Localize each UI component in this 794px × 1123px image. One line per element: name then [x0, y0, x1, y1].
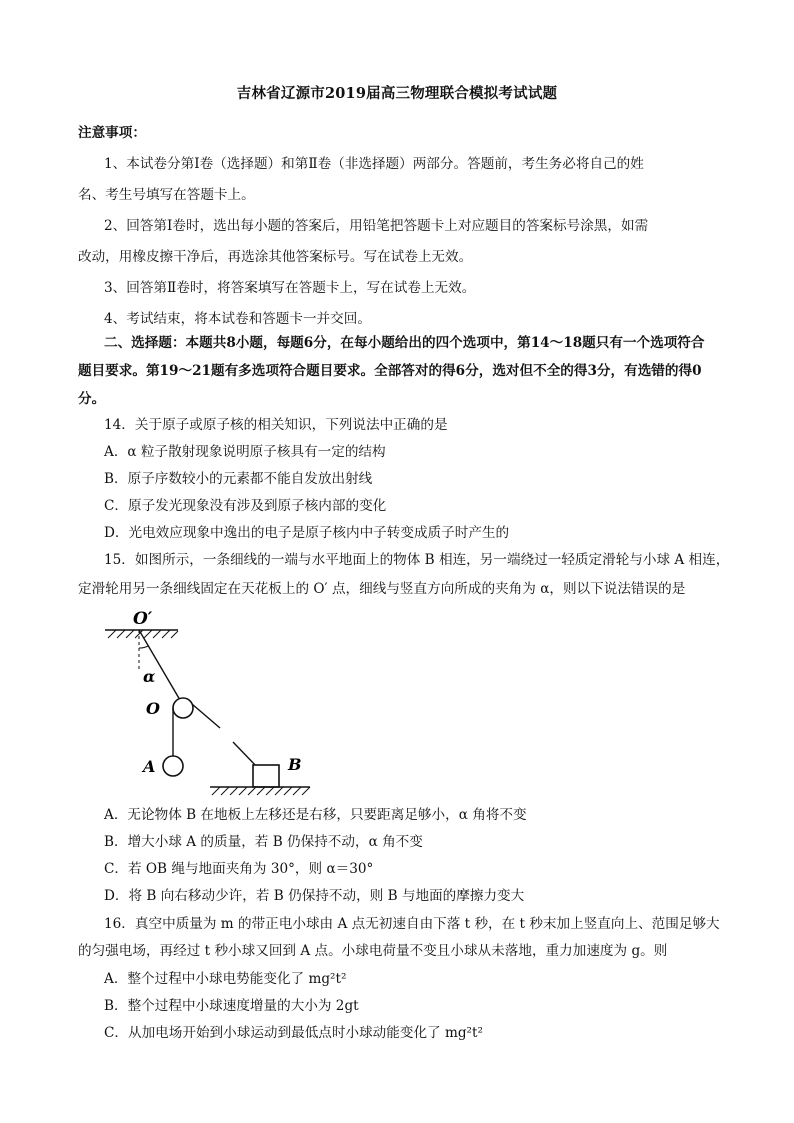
q15-stem: 定滑轮用另一条细线固定在天花板上的 O′ 点，细线与竖直方向所成的夹角为 α，则以下说法错误的是: [78, 581, 686, 597]
q15-option-b: B．增大小球 A 的质量，若 B 仍保持不动，α 角不变: [104, 834, 423, 850]
q16-stem: 的匀强电场，再经过 t 秒小球又回到 A 点。小球电荷量不变且小球从未落地，重力加速度为 g。则: [78, 943, 668, 959]
label-o-prime: O′: [133, 609, 153, 629]
notice-line: 2、回答第Ⅰ卷时，选出每小题的答案后，用铅笔把答题卡上对应题目的答案标号涂黑，如需: [104, 218, 649, 234]
q16-option-a: A．整个过程中小球电势能变化了 mg²t²: [104, 971, 347, 987]
label-b: B: [288, 755, 302, 774]
notice-line: 名、考生号填写在答题卡上。: [78, 187, 255, 203]
section-heading: 二、选择题：本题共8小题，每题6分，在每小题给出的四个选项中，第14～18题只有一个选项符合: [104, 335, 705, 351]
section-heading: 分。: [78, 391, 106, 407]
section-heading: 题目要求。第19～21题有多选项符合题目要求。全部答对的得6分，选对但不全的得3分，有选错的得0: [78, 363, 702, 379]
notice-line: 4、考试结束，将本试卷和答题卡一并交回。: [104, 311, 371, 327]
q14-option-a: A．α 粒子散射现象说明原子核具有一定的结构: [104, 444, 386, 460]
pulley-figure: [100, 608, 320, 804]
q16-stem: 16．真空中质量为 m 的带正电小球由 A 点无初速自由下落 t 秒，在 t 秒末加上竖直向上、范围足够大: [104, 916, 720, 932]
q16-option-b: B．整个过程中小球速度增量的大小为 2gt: [104, 998, 359, 1014]
notice-line: 3、回答第Ⅱ卷时，将答案填写在答题卡上，写在试卷上无效。: [104, 280, 476, 296]
q15-stem: 15．如图所示，一条细线的一端与水平地面上的物体 B 相连，另一端绕过一轻质定滑轮与小球 A 相连，: [104, 552, 730, 568]
label-o: O: [146, 699, 160, 718]
document-title: 吉林省辽源市2019届高三物理联合模拟考试试题: [236, 85, 558, 102]
notice-line: 1、本试卷分第Ⅰ卷（选择题）和第Ⅱ卷（非选择题）两部分。答题前，考生务必将自己的姓: [104, 156, 644, 172]
q15-option-c: C．若 OB 绳与地面夹角为 30°，则 α＝30°: [104, 861, 374, 877]
notice-line: 改动，用橡皮擦干净后，再选涂其他答案标号。写在试卷上无效。: [78, 249, 473, 265]
q16-option-c: C．从加电场开始到小球运动到最低点时小球动能变化了 mg²t²: [104, 1025, 483, 1041]
q15-option-a: A．无论物体 B 在地板上左移还是右移，只要距离足够小，α 角将不变: [104, 807, 527, 823]
q14-stem: 14．关于原子或原子核的相关知识，下列说法中正确的是: [104, 417, 448, 433]
q14-option-d: D．光电效应现象中逸出的电子是原子核内中子转变成质子时产生的: [104, 525, 510, 541]
q15-option-d: D．将 B 向右移动少许，若 B 仍保持不动，则 B 与地面的摩擦力变大: [104, 888, 525, 904]
label-a: A: [143, 757, 156, 776]
q14-option-b: B．原子序数较小的元素都不能自发放出射线: [104, 471, 373, 487]
notice-heading: 注意事项：: [78, 125, 146, 141]
q14-option-c: C．原子发光现象没有涉及到原子核内部的变化: [104, 498, 387, 514]
label-alpha: α: [143, 667, 156, 686]
